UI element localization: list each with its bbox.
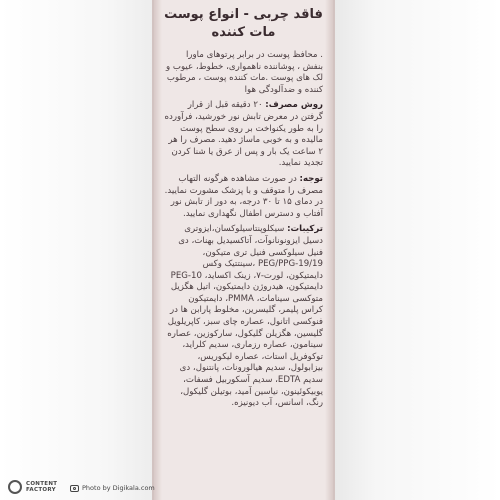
caution-text: در صورت مشاهده هرگونه التهاب مصرف را متوقف و با پزشک مشورت نمایید. در دمای ۱۵ تا ۳۰ درجه، به دور از تابش نور آفتاب و دسترس اطفال نگهداری نمایید. — [164, 173, 323, 219]
photo-credit — [70, 484, 155, 492]
label-content — [164, 6, 323, 414]
logo-line-2: FACTORY — [26, 487, 56, 493]
tube-shadow-right — [325, 0, 333, 500]
ingredients-label: ترکیبات: — [287, 224, 323, 235]
caution-label: توجه: — [299, 173, 323, 184]
photo-credit-text: Photo by Digikala.com — [82, 484, 155, 492]
logo-text — [26, 481, 57, 493]
camera-icon — [70, 485, 79, 492]
product-title — [164, 6, 323, 42]
background-left — [0, 0, 152, 500]
background-right — [335, 0, 500, 500]
product-tube-label — [152, 0, 335, 500]
title-line-1: فاقد چربی - انواع پوست — [164, 7, 323, 22]
benefits-paragraph — [164, 50, 323, 96]
benefits-text: . محافظ پوست در برابر پرتوهای ماورا بنفش ، پوشاننده ناهمواری، خطوط، عیوب و لک های پوست .مات کننده پوست ، مرطوب کننده و ضدآلودگی هوا — [165, 50, 323, 95]
usage-text: ۲۰ دقیقه قبل از قرار گرفتن در معرض تابش نور خورشید، فرآورده را به طور یکنواخت بر روی سطح پوست مالیده و به خوبی ماساژ دهید. مصرف را هر ۲ ساعت یک بار و پس از عرق یا شنا کردن تجدید نمایید. — [164, 100, 323, 169]
ingredients-paragraph — [164, 224, 323, 410]
usage-paragraph — [164, 100, 323, 170]
logo-circle-icon — [8, 480, 22, 494]
caution-paragraph — [164, 174, 323, 220]
usage-label: روش مصرف: — [265, 100, 323, 111]
ingredients-text: سیکلوپنتاسیلوکسان،ایزوتری دسیل ایزونونانوآت، آتاکسیدیل بهنات، دی فنیل سیلوکسی فنیل تری متیکون، PEG/PPG-19/19 ،سینتتیک وکس دایمتیکون، لورت-۷، زینک اکساید، PEG-10 دایمتیکون، هیدروژن دایمتیکون، اتیل هگزیل متوکسی سینامات، PMMA، دایمتیکون کراس پلیمر، گلیسرین، مخلوط پارابن ها در فنوکسی اتانول، عصاره چای سبز، کاپریلویل گلیسین، هگزیلن گلیکول، سارکوزین، عصاره سینامون، عصاره رزماری، سدیم کلراید، توکوفریل استات، عصاره لیکوریس، بیزابولول، سدیم هیالورونات، پانتنول، دی سدیم EDTA، سدیم آسکوربیل فسفات، یوبیکوئینون، نیاسین آمید، بوتیلن گلیکول، رنگ، اسانس، آب دیونیزه. — [167, 224, 323, 409]
content-factory-logo — [8, 480, 57, 494]
logo-line-1: CONTENT — [26, 481, 58, 487]
title-line-2: مات کننده — [211, 25, 276, 40]
tube-shadow-left — [154, 0, 162, 500]
